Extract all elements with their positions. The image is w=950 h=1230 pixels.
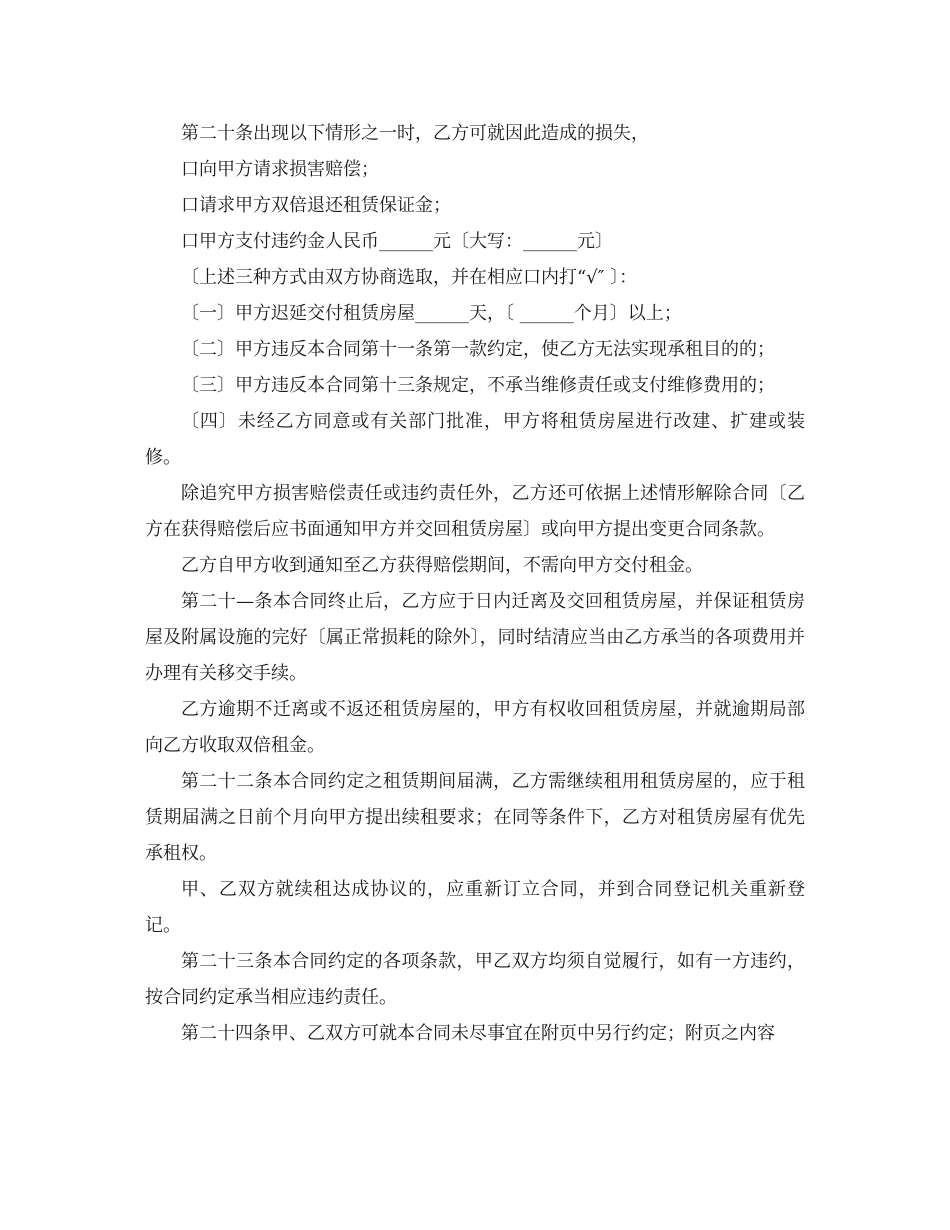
paragraph-article-24: 第二十四条甲、乙双方可就本合同未尽事宜在附页中另行约定；附页之内容: [181, 1023, 775, 1044]
paragraph-overdue: 乙方逾期不迁离或不返还租赁房屋的，甲方有权收回租赁房屋，并就逾期局部向乙方收取双倍租金。: [145, 699, 805, 756]
paragraph-clause-2: 〔二〕甲方违反本合同第十一条第一款约定，使乙方无法实现承租目的的；: [181, 339, 775, 360]
paragraph-article-23: 第二十三条本合同约定的各项条款，甲乙双方均须自觉履行，如有一方违约，按合同约定承当相应违约责任。: [145, 951, 805, 1008]
paragraph-rent-exemption: 乙方自甲方收到通知至乙方获得赔偿期间，不需向甲方交付租金。: [181, 555, 703, 576]
paragraph-option-penalty: 口甲方支付违约金人民币______元〔大写：______元〕: [181, 231, 613, 252]
paragraph-clause-1: 〔一〕甲方迟延交付租赁房屋______天，〔 ______个月〕以上；: [181, 303, 682, 324]
paragraph-clause-4: 〔四〕未经乙方同意或有关部门批准，甲方将租赁房屋进行改建、扩建或装修。: [145, 411, 805, 468]
paragraph-article-21: 第二十—条本合同终止后，乙方应于日内迁离及交回租赁房屋，并保证租赁房屋及附属设施的完好〔属正常损耗的除外〕，同时结清应当由乙方承当的各项费用并办理有关移交手续。: [145, 591, 805, 684]
paragraph-clause-3: 〔三〕甲方违反本合同第十三条规定，不承当维修责任或支付维修费用的；: [181, 375, 775, 396]
paragraph-options-note: 〔上述三种方式由双方协商选取，并在相应口内打“√″ 〕：: [181, 267, 638, 288]
paragraph-termination: 除追究甲方损害赔偿责任或违约责任外，乙方还可依据上述情形解除合同〔乙方在获得赔偿后应书面通知甲方并交回租赁房屋〕或向甲方提出变更合同条款。: [145, 483, 805, 540]
paragraph-option-deposit: 口请求甲方双倍退还租赁保证金；: [181, 195, 451, 216]
paragraph-renewal: 甲、乙双方就续租达成协议的，应重新订立合同，并到合同登记机关重新登记。: [145, 879, 805, 936]
document-body: [145, 116, 805, 1052]
paragraph-option-damages: 口向甲方请求损害赔偿；: [181, 159, 379, 180]
paragraph-article-22: 第二十二条本合同约定之租赁期间届满，乙方需继续租用租赁房屋的，应于租赁期届满之日前个月向甲方提出续租要求；在同等条件下，乙方对租赁房屋有优先承租权。: [145, 771, 805, 864]
paragraph-article-20: 第二十条出现以下情形之一时，乙方可就因此造成的损失，: [181, 123, 649, 144]
